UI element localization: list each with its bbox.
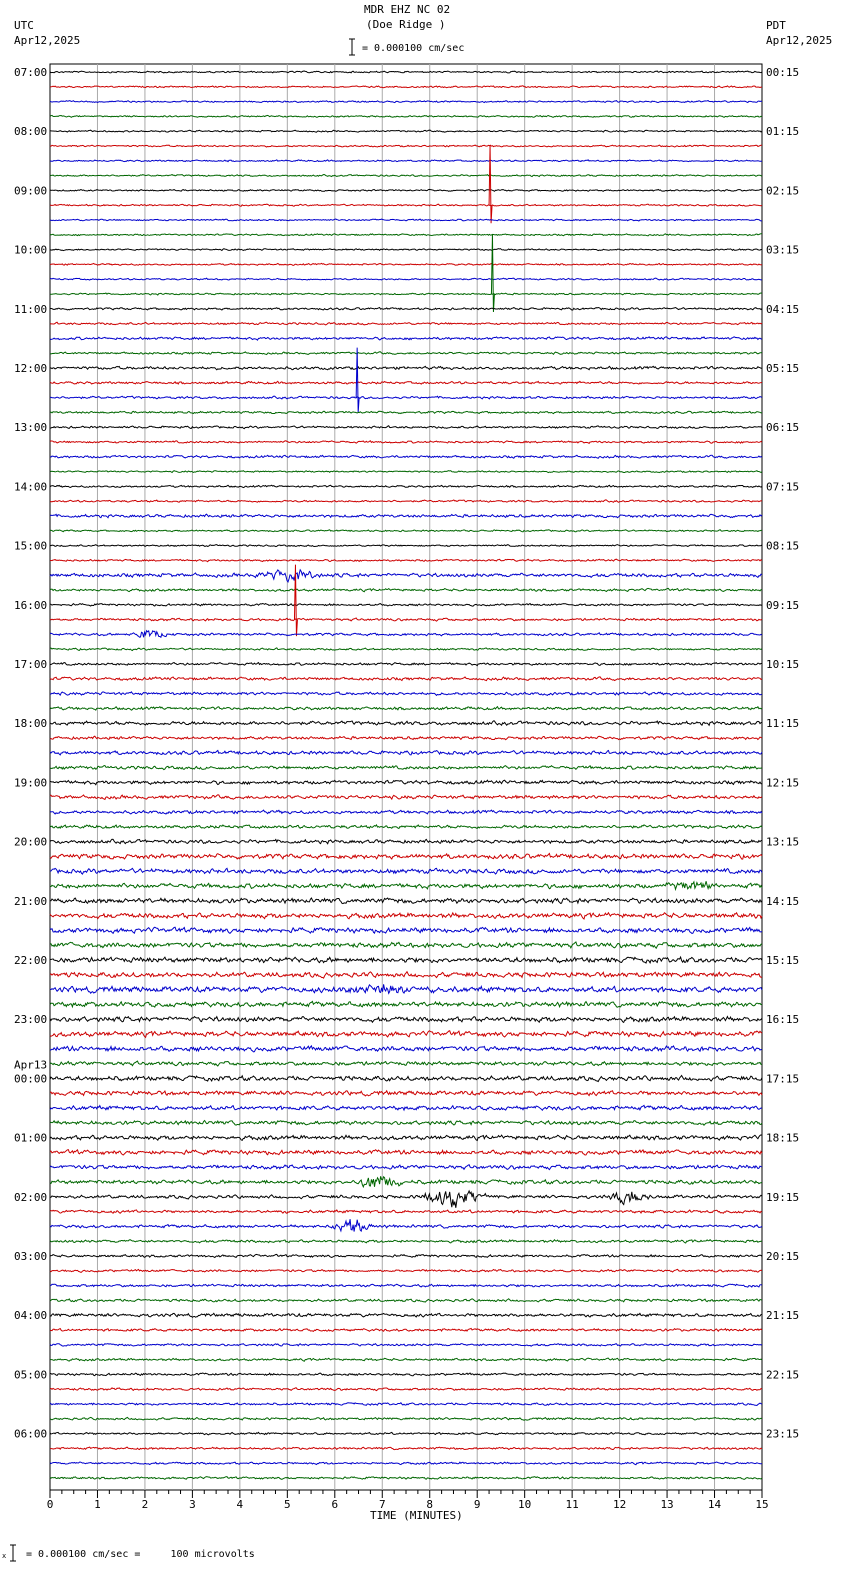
trace-line (50, 1121, 762, 1126)
trace-line (50, 1046, 762, 1052)
pdt-hour-label: 08:15 (766, 539, 800, 553)
pdt-hour-label: 01:15 (766, 125, 800, 139)
trace-line (50, 204, 762, 206)
trace-line (50, 530, 762, 532)
trace-line (50, 293, 762, 295)
utc-hour-label: 15:00 (14, 539, 48, 553)
pdt-hour-label: 16:15 (766, 1013, 800, 1027)
pdt-hour-label: 03:15 (766, 243, 800, 257)
trace-line (50, 455, 762, 458)
trace-line (50, 1076, 762, 1082)
trace-line (50, 721, 762, 725)
trace-line (50, 854, 762, 860)
utc-hour-label: 17:00 (14, 658, 48, 671)
trace-line (50, 881, 762, 889)
trace-line (50, 71, 762, 73)
x-tick-label: 11 (565, 1498, 579, 1511)
trace-line (50, 1358, 762, 1361)
left-timezone: UTC (14, 19, 34, 32)
trace-line (50, 913, 762, 919)
svg-text:x: x (2, 1552, 7, 1560)
trace-line (50, 1432, 762, 1434)
trace-line (50, 130, 762, 132)
trace-line (50, 86, 762, 88)
pdt-hour-label: 00:15 (766, 66, 800, 79)
station-location: (Doe Ridge ) (366, 18, 446, 31)
x-tick-label: 1 (94, 1498, 101, 1511)
trace-line (50, 868, 762, 874)
scale-label: = 0.000100 cm/sec (362, 43, 465, 54)
trace-line (50, 1210, 762, 1213)
station-title: MDR EHZ NC 02 (364, 3, 451, 16)
trace-line (50, 441, 762, 444)
trace-line (50, 115, 762, 117)
x-tick-label: 5 (284, 1498, 291, 1511)
right-date: Apr12,2025 (766, 34, 833, 47)
pdt-hour-label: 15:15 (766, 954, 800, 967)
trace-line (50, 1417, 762, 1420)
trace-line (50, 278, 762, 280)
utc-hour-label: 11:00 (14, 302, 48, 316)
pdt-hour-label: 09:15 (766, 598, 800, 612)
pdt-hour-label: 22:15 (766, 1368, 800, 1382)
trace-line (50, 426, 762, 429)
trace-line (50, 839, 762, 843)
utc-hour-label: 03:00 (14, 1250, 48, 1263)
utc-hour-label: 02:00 (14, 1190, 48, 1204)
trace-line (50, 972, 762, 978)
trace-line (50, 663, 762, 666)
utc-hour-label: 05:00 (14, 1368, 48, 1382)
event-spike (491, 234, 494, 312)
trace-line (50, 500, 762, 502)
pdt-hour-label: 02:15 (766, 184, 800, 198)
trace-line (50, 810, 762, 814)
trace-line (50, 825, 762, 829)
trace-line (50, 927, 762, 933)
trace-line (50, 101, 762, 103)
trace-line (50, 1061, 762, 1066)
utc-hour-label: 04:00 (14, 1309, 48, 1323)
trace-line (50, 766, 762, 770)
trace-line (50, 780, 762, 785)
trace-line (50, 648, 762, 651)
utc-hour-label: 07:00 (14, 66, 48, 79)
right-timezone: PDT (766, 19, 786, 32)
x-tick-label: 9 (473, 1498, 481, 1511)
event-spike (356, 348, 359, 413)
pdt-hour-label: 10:15 (766, 658, 800, 671)
trace-line (50, 692, 762, 696)
x-tick-label: 14 (707, 1498, 722, 1511)
trace-line (50, 559, 762, 562)
trace-line (50, 160, 762, 162)
trace-line (50, 1176, 762, 1187)
trace-line (50, 175, 762, 177)
trace-line (50, 337, 762, 340)
x-tick-label: 15 (755, 1498, 769, 1511)
trace-line (50, 898, 762, 904)
trace-line (50, 352, 762, 355)
trace-line (50, 618, 762, 621)
trace-line (50, 751, 762, 756)
pdt-hour-label: 14:15 (766, 894, 800, 908)
pdt-hour-label: 07:15 (766, 480, 800, 494)
footer-scale-note: = 0.000100 cm/sec = 100 microvolts (26, 1549, 255, 1560)
x-tick-label: 0 (46, 1498, 54, 1511)
pdt-hour-label: 12:15 (766, 776, 800, 790)
utc-hour-label: 10:00 (14, 243, 48, 257)
left-date: Apr12,2025 (14, 34, 81, 47)
pdt-hour-label: 19:15 (766, 1190, 800, 1204)
x-tick-label: 4 (236, 1498, 244, 1511)
trace-line (50, 1240, 762, 1243)
utc-hour-label: 23:00 (14, 1013, 48, 1027)
trace-line (50, 1105, 762, 1110)
pdt-hour-label: 18:15 (766, 1131, 800, 1145)
trace-line (50, 942, 762, 948)
trace-line (50, 1150, 762, 1155)
pdt-hour-label: 04:15 (766, 302, 800, 316)
trace-line (50, 1328, 762, 1331)
utc-hour-label: 00:00 (14, 1072, 48, 1086)
trace-line (50, 322, 762, 325)
trace-line (50, 308, 762, 311)
trace-line (50, 1254, 762, 1257)
event-spike (294, 565, 297, 637)
utc-date-label: Apr13 (14, 1058, 48, 1072)
trace-line (50, 1447, 762, 1450)
trace-line (50, 545, 762, 547)
pdt-hour-label: 21:15 (766, 1309, 800, 1323)
event-spike (489, 145, 492, 223)
trace-line (50, 381, 762, 384)
trace-line (50, 234, 762, 236)
x-tick-label: 6 (331, 1498, 339, 1511)
trace-line (50, 604, 762, 607)
trace-line (50, 1388, 762, 1391)
trace-line (50, 396, 762, 399)
utc-hour-label: 18:00 (14, 717, 48, 731)
trace-line (50, 1344, 762, 1347)
utc-hour-label: 12:00 (14, 362, 48, 375)
trace-line (50, 1462, 762, 1465)
utc-hour-label: 21:00 (14, 894, 48, 908)
x-tick-label: 2 (141, 1498, 149, 1511)
trace-line (50, 1017, 762, 1023)
trace-line (50, 984, 762, 993)
pdt-hour-label: 23:15 (766, 1427, 800, 1441)
pdt-hour-label: 13:15 (766, 835, 800, 849)
trace-line (50, 1403, 762, 1406)
utc-hour-label: 19:00 (14, 776, 48, 790)
trace-line (50, 795, 762, 800)
utc-hour-label: 09:00 (14, 184, 48, 198)
trace-line (50, 189, 762, 191)
trace-line (50, 1135, 762, 1141)
trace-line (50, 570, 762, 582)
trace-line (50, 736, 762, 740)
x-tick-label: 10 (518, 1498, 532, 1511)
trace-line (50, 1313, 762, 1317)
trace-line (50, 957, 762, 963)
utc-hour-label: 13:00 (14, 421, 48, 435)
utc-hour-label: 14:00 (14, 480, 48, 494)
trace-line (50, 485, 762, 487)
x-tick-label: 12 (612, 1498, 627, 1511)
trace-line (50, 677, 762, 681)
trace-line (50, 1219, 762, 1231)
trace-line (50, 1001, 762, 1007)
trace-line (50, 1031, 762, 1038)
trace-line (50, 1269, 762, 1272)
trace-line (50, 1191, 762, 1208)
pdt-hour-label: 20:15 (766, 1250, 800, 1263)
trace-line (50, 588, 762, 591)
trace-line (50, 366, 762, 370)
x-tick-label: 8 (426, 1498, 434, 1511)
trace-line (50, 1477, 762, 1480)
utc-hour-label: 20:00 (14, 835, 48, 849)
utc-hour-label: 01:00 (14, 1131, 48, 1145)
pdt-hour-label: 11:15 (766, 717, 800, 731)
trace-line (50, 1299, 762, 1302)
pdt-hour-label: 05:15 (766, 362, 800, 375)
x-axis-label: TIME (MINUTES) (370, 1509, 463, 1522)
pdt-hour-label: 17:15 (766, 1072, 800, 1086)
trace-line (50, 514, 762, 518)
x-tick-label: 13 (660, 1498, 674, 1511)
trace-line (50, 1373, 762, 1376)
trace-line (50, 219, 762, 221)
trace-line (50, 411, 762, 414)
x-tick-label: 3 (189, 1498, 196, 1511)
trace-line (50, 471, 762, 473)
trace-line (50, 249, 762, 251)
utc-hour-label: 16:00 (14, 598, 48, 612)
trace-line (50, 263, 762, 265)
trace-line (50, 707, 762, 710)
utc-hour-label: 22:00 (14, 954, 48, 967)
utc-hour-label: 06:00 (14, 1427, 48, 1441)
trace-line (50, 631, 762, 638)
trace-line (50, 1284, 762, 1287)
x-tick-label: 7 (378, 1498, 386, 1511)
footer-scale-icon (2, 1544, 18, 1562)
trace-line (50, 1091, 762, 1096)
pdt-hour-label: 06:15 (766, 421, 800, 435)
utc-hour-label: 08:00 (14, 125, 48, 139)
trace-line (50, 1165, 762, 1170)
trace-line (50, 145, 762, 147)
